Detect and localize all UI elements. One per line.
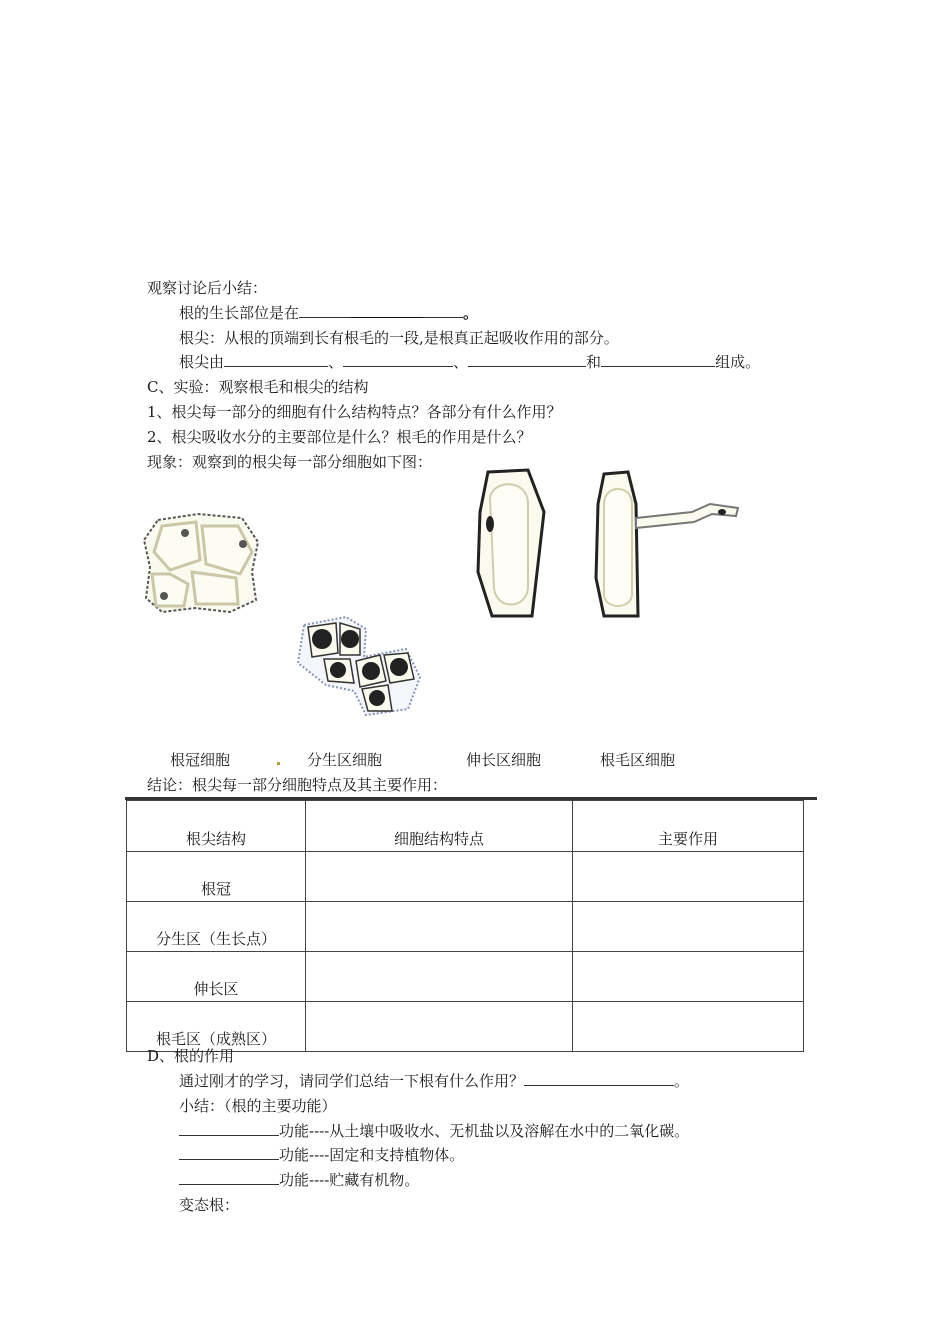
function-blank-1[interactable] [179,1121,279,1136]
function-question-blank[interactable] [524,1071,674,1086]
tip-parts-suffix: 组成。 [715,353,761,371]
row-label-meristem: 分生区（生长点） [127,902,306,952]
root-hair-cell-illustration [592,470,742,620]
row-label-elongation: 伸长区 [127,952,306,1002]
function-blank-2[interactable] [179,1145,279,1160]
function-item-text: 功能----贮藏有机物。 [279,1171,420,1189]
elongation-cell-illustration [474,468,549,620]
nucleus-icon [390,658,408,676]
function-blank-3[interactable] [179,1170,279,1185]
row-label-root-hair: 根毛区（成熟区） [127,1002,306,1052]
experiment-title: C、实验：观察根毛和根尖的结构 [147,378,369,396]
cell-features-meristem[interactable] [306,902,573,952]
nucleus-icon [330,662,346,678]
table-header-row [127,801,804,852]
nucleus-icon [239,540,247,548]
tip-part-blank-3[interactable] [468,352,586,367]
cell-features-root-hair[interactable] [306,1002,573,1052]
meristem-cells-illustration [296,615,421,715]
nucleus-icon [160,592,168,600]
cell-function-meristem[interactable] [573,902,804,952]
nucleus-icon [181,529,189,537]
header-structure: 根尖结构 [127,801,306,852]
nucleus-icon [341,630,359,648]
function-item-text: 功能----固定和支持植物体。 [279,1146,465,1164]
row-label-root-cap: 根冠 [127,852,306,902]
cell-function-elongation[interactable] [573,952,804,1002]
function-summary-label: 小结：（根的主要功能） [179,1097,337,1115]
tip-parts-sentence [179,352,760,372]
function-title: D、根的作用 [147,1047,235,1065]
function-question-text: 通过刚才的学习，请同学们总结一下根有什么作用？ [179,1072,525,1090]
function-item [179,1170,419,1190]
tip-part-blank-4[interactable] [601,352,715,367]
nucleus-icon [486,516,494,532]
function-item [179,1145,464,1165]
cell-function-root-cap[interactable] [573,852,804,902]
caption-meristem: 分生区细胞 [307,751,383,769]
growth-blank-c[interactable] [423,303,463,318]
nucleus-icon [369,690,385,706]
growth-blank-a[interactable] [299,303,351,318]
summary-heading: 观察讨论后小结： [147,279,268,297]
caption-root-hair: 根毛区细胞 [600,751,676,769]
dot-mark [277,762,280,765]
growth-blank-b[interactable] [351,303,423,318]
separator: 和 [586,353,602,371]
function-item-text: 功能----从土壤中吸收水、无机盐以及溶解在水中的二氧化碳。 [279,1122,690,1140]
function-question-suffix: 。 [674,1072,690,1090]
tip-definition: 根尖：从根的顶端到长有根毛的一段,是根真正起吸收作用的部分。 [179,329,619,347]
cell-function-root-hair[interactable] [573,1002,804,1052]
cell-features-elongation[interactable] [306,952,573,1002]
table-row [127,1002,804,1052]
experiment-question-1: 1、根尖每一部分的细胞有什么结构特点？各部分有什么作用？ [147,403,562,421]
growth-prefix: 根的生长部位是在 [179,304,300,322]
caption-elongation: 伸长区细胞 [466,751,542,769]
table-row [127,902,804,952]
tip-part-blank-1[interactable] [224,352,328,367]
cell-features-root-cap[interactable] [306,852,573,902]
header-features: 细胞结构特点 [306,801,573,852]
separator: 、 [453,353,469,371]
nucleus-icon [312,629,332,649]
tip-part-blank-2[interactable] [343,352,453,367]
separator: 、 [328,353,344,371]
table-row [127,952,804,1002]
growth-suffix: 。 [463,304,479,322]
growth-sentence [179,303,478,323]
root-cap-cells-illustration [140,512,265,617]
function-question [179,1071,689,1091]
conclusion-title: 结论：根尖每一部分细胞特点及其主要作用： [147,776,448,794]
function-item [179,1121,689,1141]
nucleus-icon [362,662,380,680]
table-row [127,852,804,902]
conclusion-table [126,800,804,1052]
modified-roots-label: 变态根： [179,1196,240,1214]
tip-parts-prefix: 根尖由 [179,353,225,371]
experiment-question-2: 2、根尖吸收水分的主要部位是什么？根毛的作用是什么？ [147,428,532,446]
experiment-phenomenon: 现象：观察到的根尖每一部分细胞如下图： [147,453,433,471]
caption-root-cap: 根冠细胞 [170,751,231,769]
header-function: 主要作用 [573,801,804,852]
nucleus-icon [718,509,726,515]
